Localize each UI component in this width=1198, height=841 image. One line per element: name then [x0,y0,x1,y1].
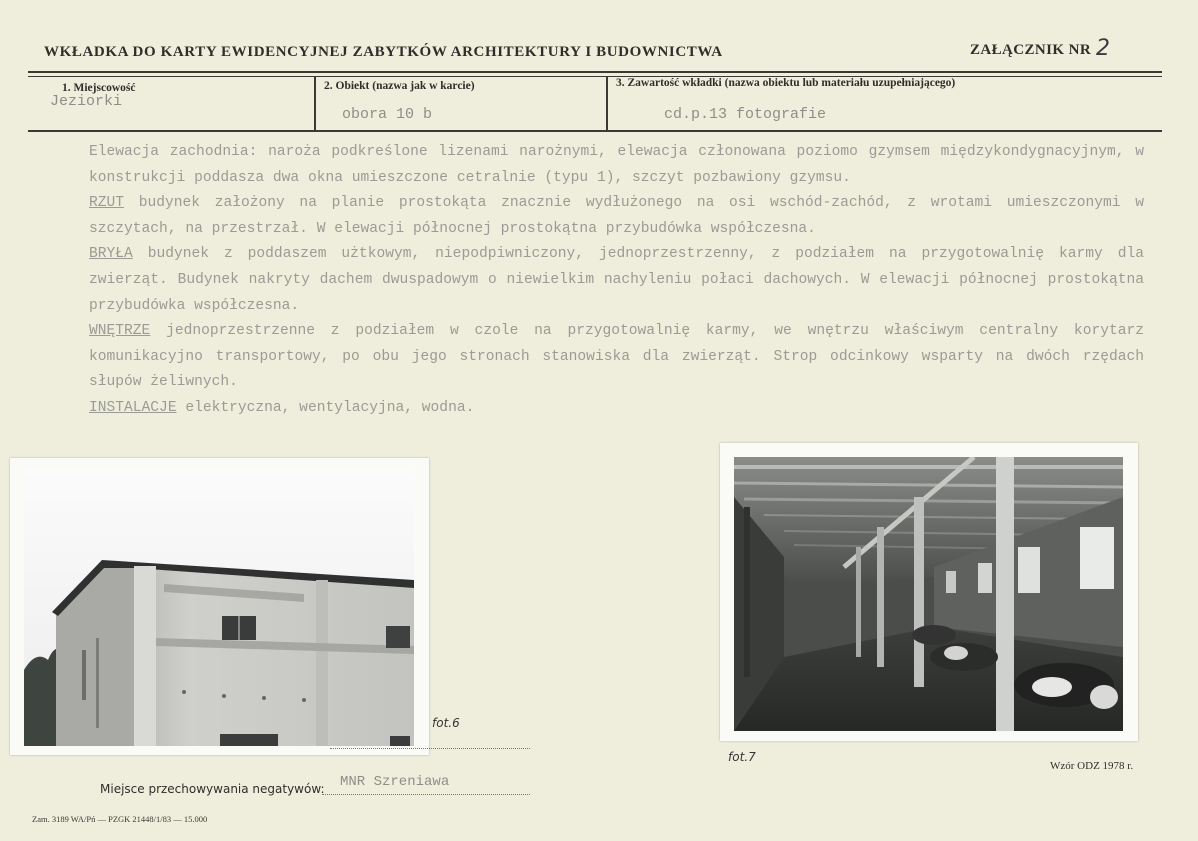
section-heading: BRYŁA [89,246,133,263]
section-text: budynek z poddaszem użtkowym, niepodpiwniczony, jednoprzestrzenny, z podziałem na przygotowalnię karmy dla zwierząt. Budynek nakryty dachem dwuspadowym o niewielkim nachyleniu połaci dachowych. W elewacji północnej prostokątna przybudówka współczesna. [89,246,1144,314]
section-text: budynek założony na planie prostokąta znacznie wydłużonego na osi wschód-zachód, z wrotami umieszczonymi w szczytach, na przestrzał. W elewacji północnej prostokątna przybudówka współczesna. [89,195,1144,237]
field-divider-2 [606,77,608,132]
field-divider-1 [314,77,316,132]
section-text: elektryczna, wentylacyjna, wodna. [176,399,475,416]
negatives-label: Miejsce przechowywania negatywów: [100,782,325,796]
print-info: Zam. 3189 WA/Pń — PZGK 21448/1/83 — 15.000 [32,814,208,824]
template-label: Wzór ODZ 1978 r. [1050,760,1134,772]
annex-label: ZAŁĄCZNIK NR [970,42,1092,58]
description-section-instalacje [89,396,1144,422]
header-rule-bottom [28,130,1162,132]
description-intro: Elewacja zachodnia: naroża podkreślone lizenami narożnymi, elewacja członowana poziomo gzymsem międzykondygnacyjnym, w konstrukcji poddasza dwa okna umieszczone cetralnie (typu 1), szczyt pozbawiony gzymsu. [89,144,1144,186]
photo-caption-2: fot.7 [728,750,756,764]
section-text: jednoprzestrzenne z podziałem w czole na przygotowalnię karmy, we wnętrzu właściwym centralny korytarz komunikacyjno transportowy, po obu jego stronach stanowiska dla zwierząt. Strop odcinkowy wsparty na dwóch rzędach słupów żeliwnych. [89,323,1144,391]
description-section-bryla [89,242,1144,319]
photo-caption-1: fot.6 [432,716,460,730]
annex-number: 2 [1096,36,1110,61]
section-heading: WNĘTRZE [89,323,151,340]
form-title: WKŁADKA DO KARTY EWIDENCYJNEJ ZABYTKÓW ARCHITEKTURY I BUDOWNICTWA [44,44,723,60]
header-rule-top [28,71,1162,73]
description-section-rzut [89,191,1144,242]
locality-label: 1. Miejscowość [62,82,136,94]
negatives-value: MNR Szreniawa [340,774,450,790]
section-heading: INSTALACJE [89,399,177,416]
locality-value: Jeziorki [50,93,123,110]
photo-card-interior [720,443,1138,741]
description-section-wnetrze [89,319,1144,396]
photo-card-exterior [10,458,429,755]
object-label: 2. Obiekt (nazwa jak w karcie) [324,80,475,92]
object-value: obora 10 b [342,106,433,123]
photo-exterior-barn [24,470,414,746]
contents-value: cd.p.13 fotografie [664,106,827,123]
negatives-dotted-line [322,794,530,795]
photo-interior-cowshed [734,457,1123,731]
section-heading: RZUT [89,195,125,212]
contents-label: 3. Zawartość wkładki (nazwa obiektu lub materiału uzupełniającego) [616,77,956,89]
header-rule-second [28,76,1162,77]
dotted-line [330,748,530,749]
building-description [89,140,1144,422]
